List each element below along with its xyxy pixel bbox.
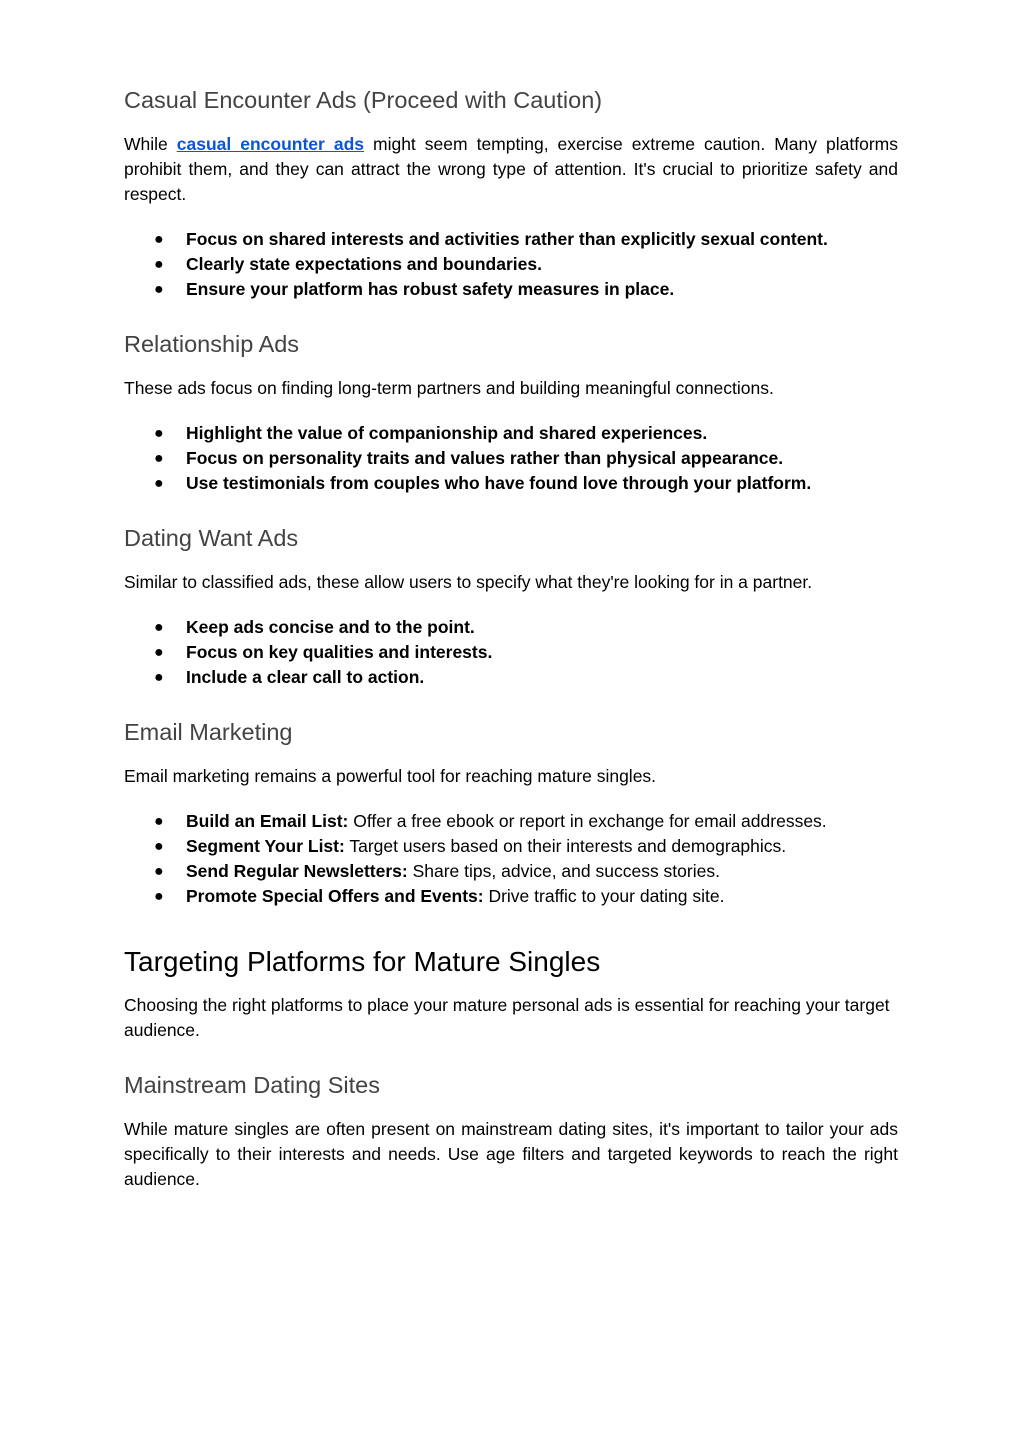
list-item xyxy=(124,471,898,496)
section-intro-casual-encounter xyxy=(124,132,898,207)
section-intro-relationship-ads: These ads focus on finding long-term partners and building meaningful connections. xyxy=(124,378,774,398)
list-item xyxy=(124,252,898,277)
bullet-icon: ● xyxy=(154,425,164,442)
intro-text-post: might seem tempting, exercise extreme caution. Many platforms prohibit them, and they can attract the wrong type of attention. It's crucial to prioritize safety and respect. xyxy=(124,134,898,204)
section-heading-dating-want-ads: Dating Want Ads xyxy=(124,525,299,551)
list-item-lead: Build an Email List: xyxy=(186,811,349,831)
bullet-icon: ● xyxy=(154,281,164,298)
list-item-text: Drive traffic to your dating site. xyxy=(483,886,725,906)
intro-text-pre: While xyxy=(124,134,177,154)
bullet-icon: ● xyxy=(154,231,164,248)
list-item xyxy=(124,640,898,665)
list-item-text: Share tips, advice, and success stories. xyxy=(407,861,720,881)
section-heading-relationship-ads: Relationship Ads xyxy=(124,331,300,357)
list-item xyxy=(124,446,898,471)
section-body-mainstream-dating-sites: While mature singles are often present on mainstream dating sites, it's important to tailor your ads specifically to their interests and needs. Use age filters and targeted keywords to reach the right audience. xyxy=(124,1119,898,1189)
list-item xyxy=(124,615,898,640)
bullet-icon: ● xyxy=(154,813,164,830)
bullet-icon: ● xyxy=(154,475,164,492)
list-item-text: Use testimonials from couples who have found love through your platform. xyxy=(186,473,812,493)
bullet-list-relationship-ads xyxy=(124,421,898,496)
list-item-lead: Send Regular Newsletters: xyxy=(186,861,408,881)
list-item-text: Keep ads concise and to the point. xyxy=(186,617,475,637)
section-heading-email-marketing: Email Marketing xyxy=(124,719,293,745)
section-intro-email-marketing: Email marketing remains a powerful tool for reaching mature singles. xyxy=(124,766,657,786)
section-intro-dating-want-ads: Similar to classified ads, these allow users to specify what they're looking for in a partner. xyxy=(124,572,813,592)
bullet-icon: ● xyxy=(154,644,164,661)
list-item-text: Focus on personality traits and values rather than physical appearance. xyxy=(186,448,784,468)
list-item-text: Focus on key qualities and interests. xyxy=(186,642,493,662)
list-item-text: Clearly state expectations and boundaries. xyxy=(186,254,542,274)
list-item xyxy=(124,421,898,446)
bullet-icon: ● xyxy=(154,619,164,636)
list-item-text: Offer a free ebook or report in exchange for email addresses. xyxy=(348,811,827,831)
bullet-list-casual-encounter xyxy=(124,227,898,302)
list-item xyxy=(124,859,898,884)
section-heading-casual-encounter: Casual Encounter Ads (Proceed with Caution) xyxy=(124,87,603,113)
list-item-text: Focus on shared interests and activities rather than explicitly sexual content. xyxy=(186,229,828,249)
bullet-icon: ● xyxy=(154,863,164,880)
list-item-text: Target users based on their interests and demographics. xyxy=(344,836,787,856)
bullet-list-dating-want-ads xyxy=(124,615,898,690)
list-item xyxy=(124,277,898,302)
list-item xyxy=(124,227,898,252)
list-item xyxy=(124,834,898,859)
major-intro-targeting-platforms: Choosing the right platforms to place your mature personal ads is essential for reaching your target audience. xyxy=(124,995,890,1040)
bullet-icon: ● xyxy=(154,838,164,855)
list-item-lead: Promote Special Offers and Events: xyxy=(186,886,484,906)
list-item xyxy=(124,884,898,909)
list-item xyxy=(124,809,898,834)
list-item-lead: Segment Your List: xyxy=(186,836,345,856)
section-heading-mainstream-dating-sites: Mainstream Dating Sites xyxy=(124,1072,380,1098)
casual-encounter-ads-link[interactable]: casual encounter ads xyxy=(176,134,364,154)
list-item-text: Ensure your platform has robust safety measures in place. xyxy=(186,279,675,299)
list-item xyxy=(124,665,898,690)
list-item-text: Include a clear call to action. xyxy=(186,667,425,687)
list-item-text: Highlight the value of companionship and shared experiences. xyxy=(186,423,708,443)
bullet-icon: ● xyxy=(154,888,164,905)
bullet-list-email-marketing xyxy=(124,809,898,909)
bullet-icon: ● xyxy=(154,256,164,273)
bullet-icon: ● xyxy=(154,669,164,686)
bullet-icon: ● xyxy=(154,450,164,467)
major-heading-targeting-platforms: Targeting Platforms for Mature Singles xyxy=(124,946,601,977)
